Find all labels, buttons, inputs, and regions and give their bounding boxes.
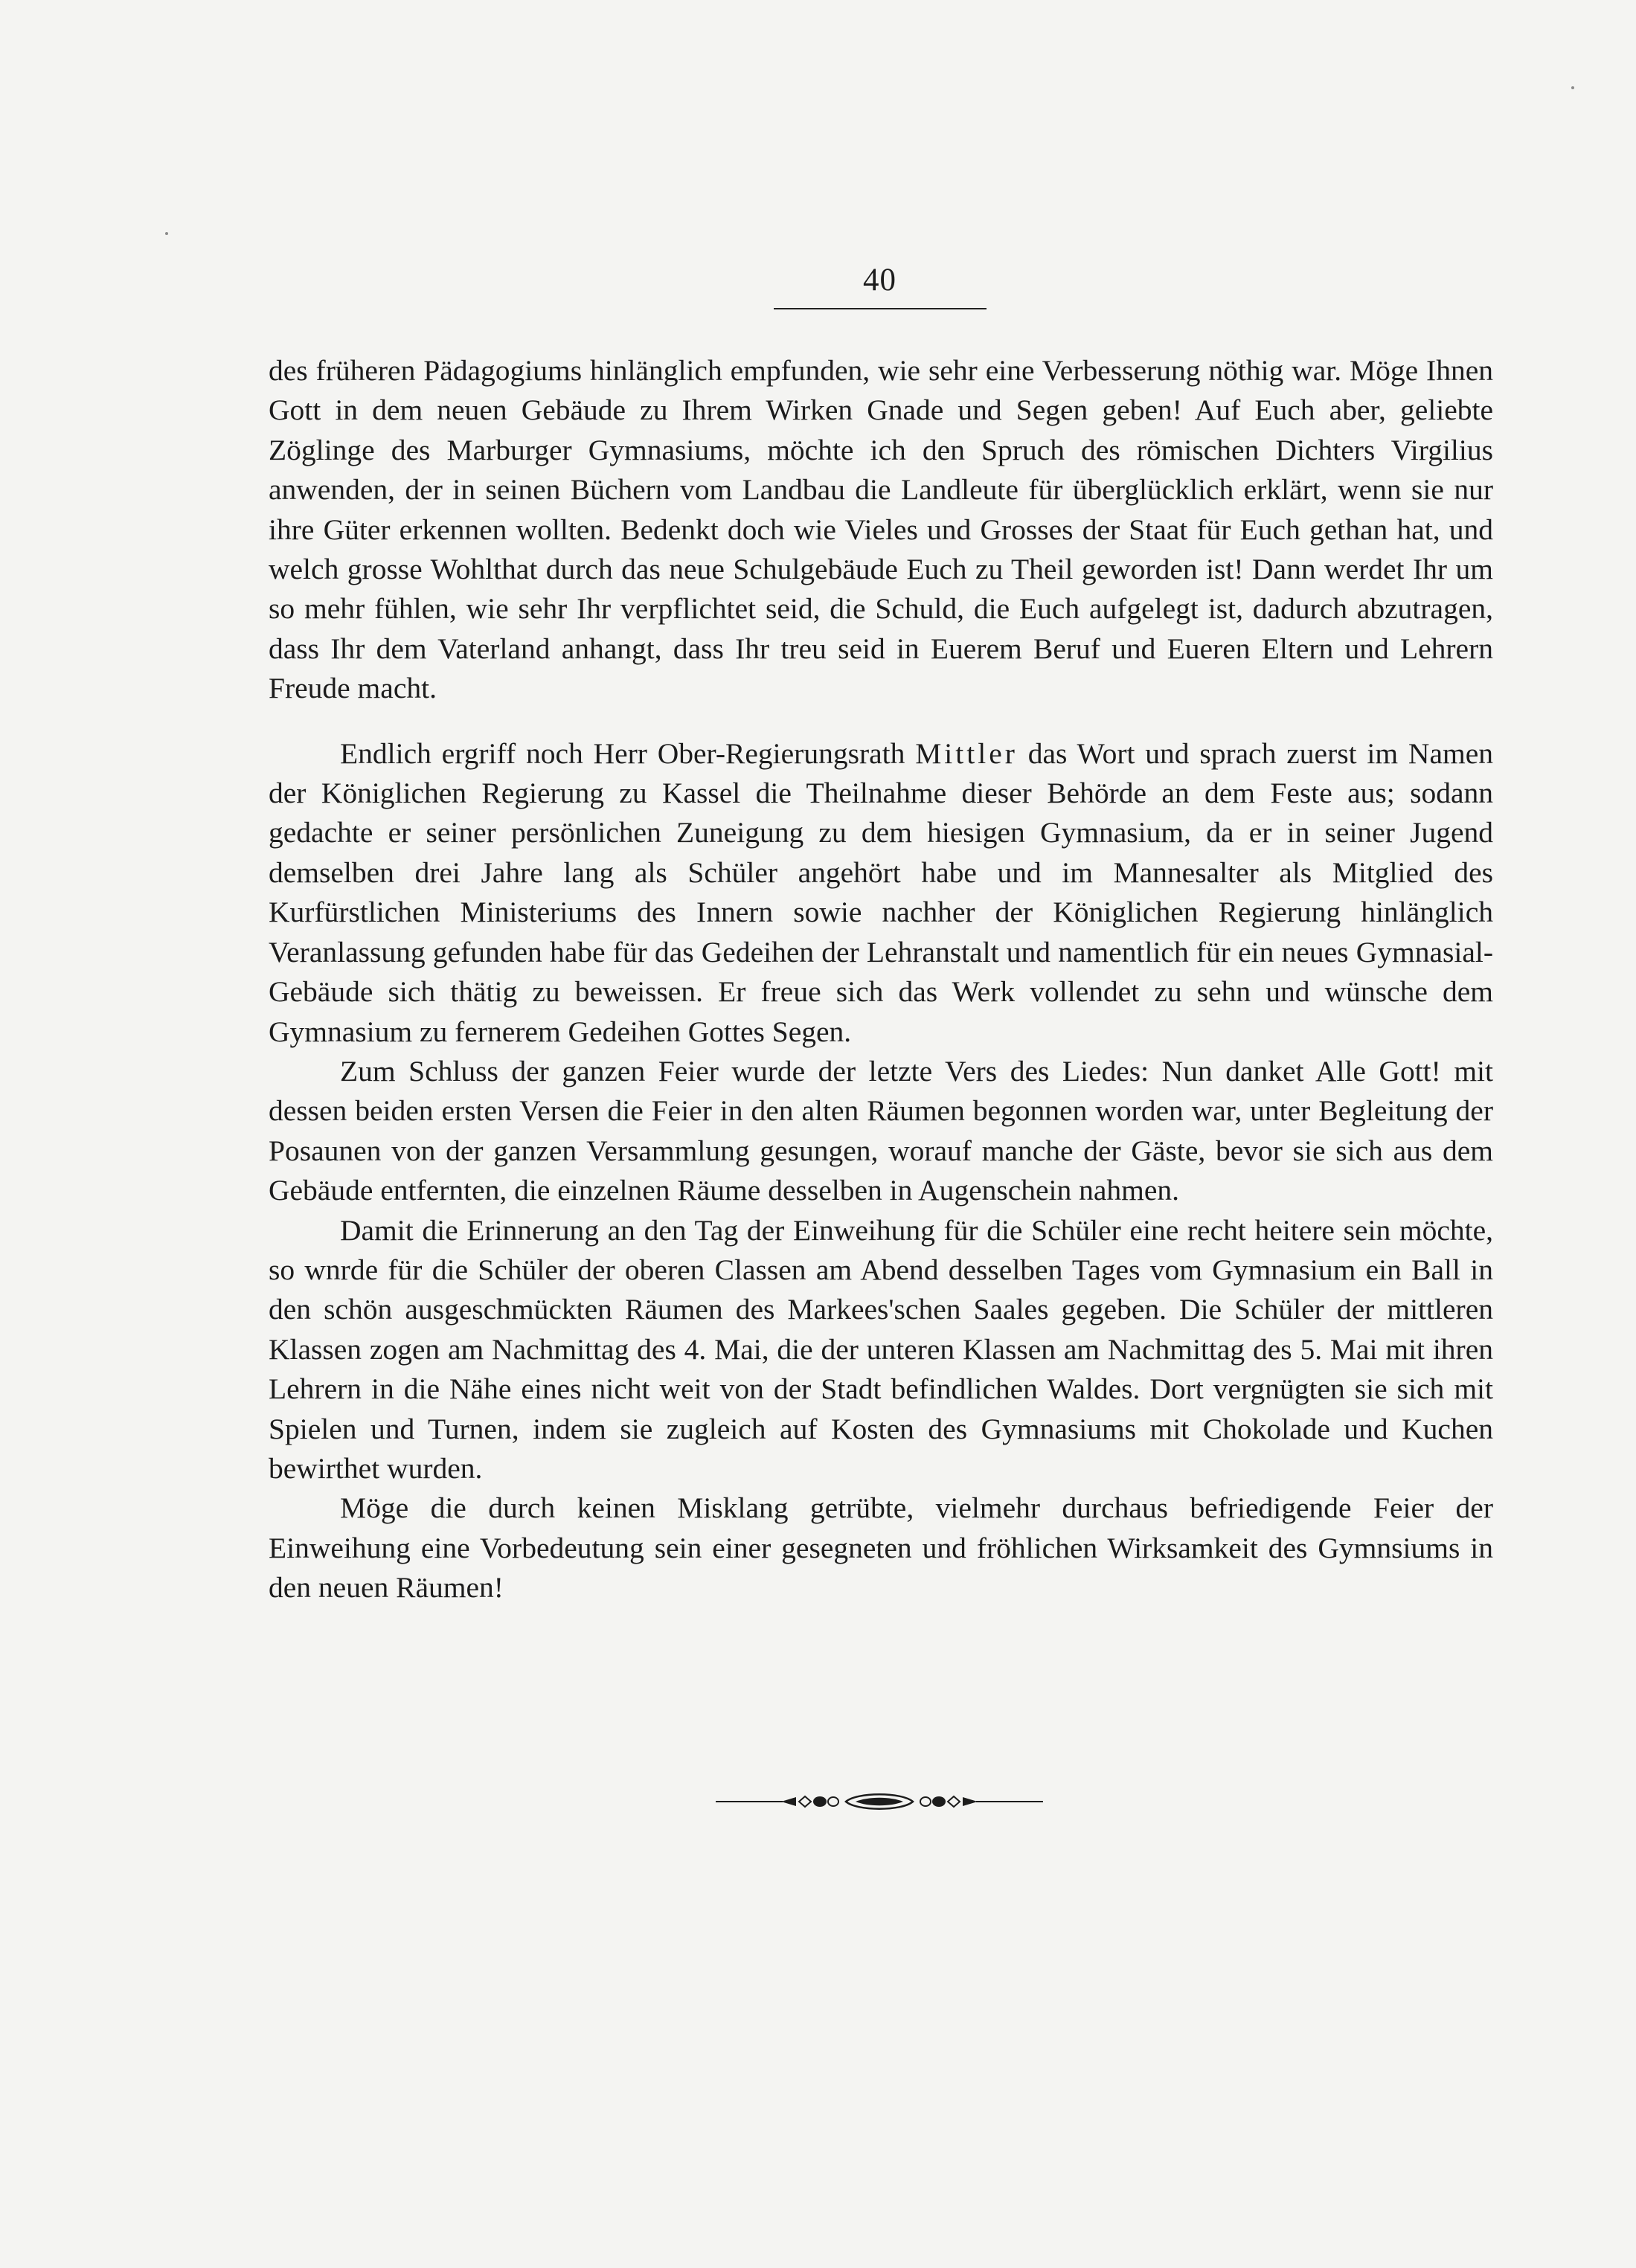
paragraph <box>269 1052 1493 1211</box>
ornament-arrow-left <box>781 1797 796 1806</box>
paragraph-text: Zum Schluss der ganzen Feier wurde der letzte Vers des Liedes: Nun danket Alle Gott! mit dessen beiden ersten Versen die Feier in den alten Räumen begonnen worden war, unter Begleitung der Posaunen von der ganzen Versammlung gesungen, worauf manche der Gäste, bevor sie sich aus dem Gebäude entfernten, die einzelnen Räume desselben in Augenschein nahmen. <box>269 1054 1493 1207</box>
ornament-bead <box>813 1796 827 1807</box>
paragraph-text: Endlich ergriff noch Herr Ober-Regierungsrath <box>340 736 916 770</box>
ornament-ring <box>920 1797 931 1806</box>
paper-speck <box>1571 86 1574 89</box>
paragraph-text: des früheren Pädagogiums hinlänglich empfunden, wie sehr eine Verbesserung nöthig war. Möge Ihnen Gott in dem neuen Gebäude zu Ihrem Wirken Gnade und Segen geben! Auf Euch aber, geliebte Zöglinge des Marburger Gymnasiums, möchte ich den Spruch des römischen Dichters Virgilius anwenden, der in seinen Büchern vom Landbau die Landleute für überglücklich erklärt, wenn sie nur ihre Güter erkennen wollten. Bedenkt doch wie Vieles und Grosses der Staat für Euch gethan hat, und welch grosse Wohlthat durch das neue Schulgebäude Euch zu Theil geworden ist! Dann werdet Ihr um so mehr fühlen, wie sehr Ihr verpflichtet seid, die Schuld, die Euch aufgelegt ist, dadurch abzutragen, dass Ihr dem Vaterland anhangt, dass Ihr treu seid in Euerem Beruf und Eueren Eltern und Lehrern Freude macht. <box>269 354 1493 705</box>
ornament-ring <box>828 1797 838 1806</box>
ornament-arrow-right <box>963 1797 978 1806</box>
spaced-name: Mittler <box>915 736 1018 770</box>
paragraph <box>269 1488 1493 1607</box>
page-number: 40 <box>863 263 896 298</box>
ornament-divider <box>716 1790 1043 1813</box>
paragraph <box>269 1211 1493 1489</box>
paragraph-text: Möge die durch keinen Misklang getrübte, vielmehr durchaus befriedigende Feier der Einweihung eine Vorbedeutung sein einer gesegneten und fröhlichen Wirksamkeit des Gymnsiums in den neuen Räumen! <box>269 1491 1493 1604</box>
ornament-center-fill <box>856 1798 903 1806</box>
paragraph-text: das Wort und sprach zuerst im Namen der Königlichen Regierung zu Kassel die Theilnahme dieser Behörde an dem Feste aus; sodann gedachte er seiner persönlichen Zuneigung zu dem hiesigen Gymnasium, da er in seiner Jugend demselben drei Jahre lang als Schüler angehört habe und im Mannesalter als Mitglied des Kurfürstlichen Ministeriums des Innern sowie nachher der Königlichen Regierung hinlänglich Veranlassung gefunden habe für das Gedeihen der Lehranstalt und namentlich für ein neues Gymnasial-Gebäude sich thätig zu beweissen. Er freue sich das Werk vollendet zu sehn und wünsche dem Gymnasium zu fernerem Gedeihen Gottes Segen. <box>269 736 1493 1048</box>
body-text <box>269 351 1493 1608</box>
ornament-diamond <box>799 1796 811 1807</box>
paragraph <box>269 351 1493 709</box>
ornament-bead <box>932 1796 946 1807</box>
paragraph-text: Damit die Erinnerung an den Tag der Einweihung für die Schüler eine recht heitere sein möchte, so wnrde für die Schüler der oberen Classen am Abend desselben Tages vom Gymnasium ein Ball in den schön ausgeschmückten Räumen des Markees'schen Saales gegeben. Die Schüler der mittleren Klassen zogen am Nachmittag des 4. Mai, die der unteren Klassen am Nachmittag des 5. Mai mit ihren Lehrern in die Nähe eines nicht weit von der Stadt befindlichen Waldes. Dort vergnügten sie sich mit Spielen und Turnen, indem sie zugleich auf Kosten des Gymnasiums mit Chokolade und Kuchen bewirthet wurden. <box>269 1213 1493 1485</box>
ornament-diamond <box>948 1796 960 1807</box>
paragraph <box>269 734 1493 1052</box>
header-rule <box>774 308 987 309</box>
paper-speck <box>165 232 168 235</box>
